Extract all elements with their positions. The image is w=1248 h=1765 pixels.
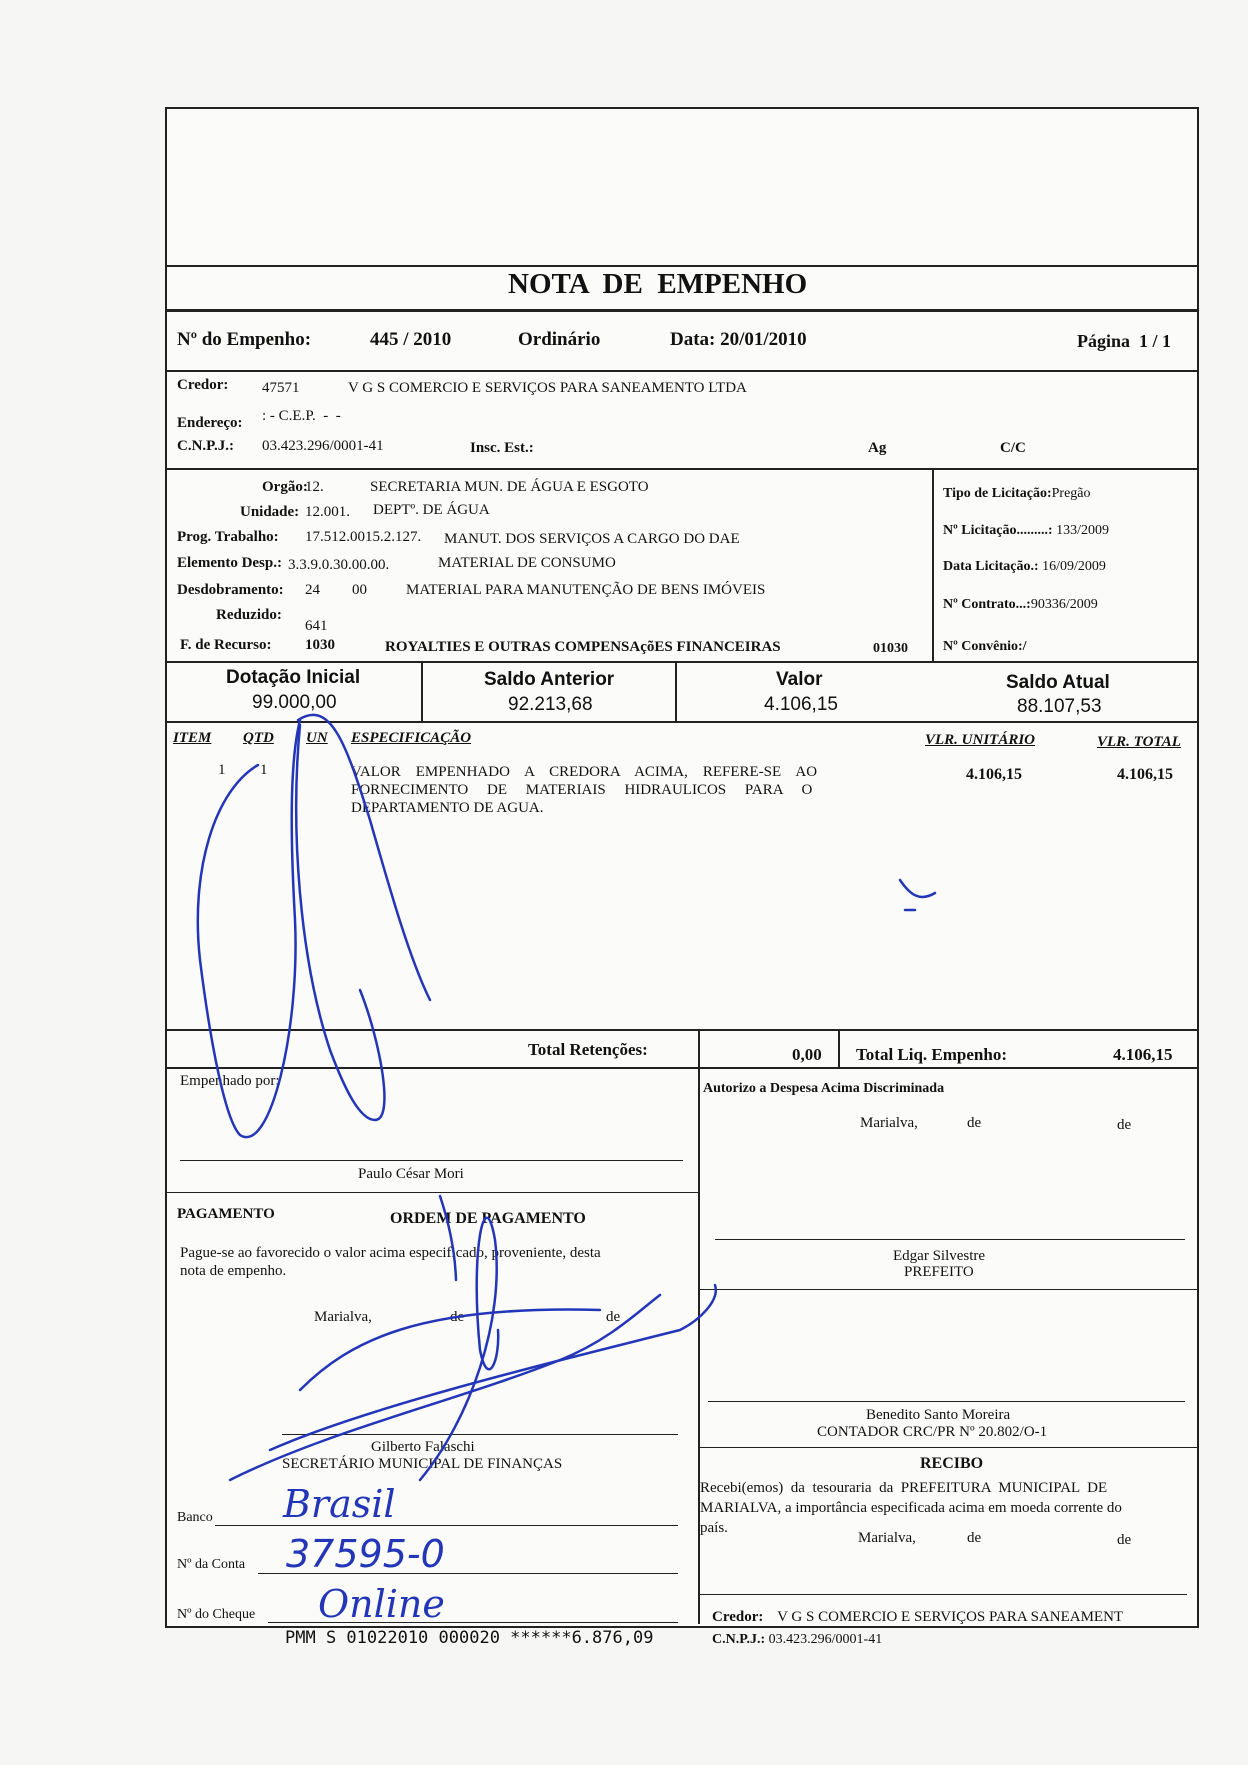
autorizo-de-2: de	[1117, 1117, 1132, 1133]
item-qty: 1	[260, 762, 268, 778]
item-spec-line-3: DEPARTAMENTO DE AGUA.	[351, 800, 544, 816]
data-licitacao-label: Data Licitação.:	[943, 559, 1039, 574]
empenho-number-label: Nº do Empenho:	[177, 329, 312, 350]
empenho-date: Data: 20/01/2010	[670, 329, 807, 350]
dotacao-inicial-value: 99.000,00	[252, 692, 337, 713]
recibo-credor-label: Credor:	[712, 1609, 764, 1625]
col-header-un: UN	[306, 730, 328, 746]
valor-label: Valor	[776, 669, 823, 690]
desdobramento-name: MATERIAL PARA MANUTENÇÃO DE BENS IMÓVEIS	[406, 582, 766, 598]
contador-title: CONTADOR CRC/PR Nº 20.802/O-1	[817, 1424, 1048, 1440]
recibo-cnpj-value: 03.423.296/0001-41	[768, 1632, 883, 1647]
banco-label: Banco	[177, 1510, 213, 1525]
numero-contrato	[943, 597, 1098, 613]
autorizo-heading: Autorizo a Despesa Acima Discriminada	[703, 1081, 945, 1096]
data-licitacao	[943, 559, 1106, 575]
conta-corrente-label: C/C	[1000, 440, 1026, 456]
credor-cnpj-label: C.N.P.J.:	[177, 438, 234, 454]
unidade-label: Unidade:	[240, 504, 300, 520]
recibo-de-2: de	[1117, 1532, 1132, 1548]
total-retencoes-label: Total Retenções:	[528, 1040, 648, 1059]
prog-trabalho-name: MANUT. DOS SERVIÇOS A CARGO DO DAE	[444, 531, 740, 547]
unidade-code: 12.001.	[305, 504, 350, 520]
col-header-item: ITEM	[173, 730, 212, 746]
orgao-name: SECRETARIA MUN. DE ÁGUA E ESGOTO	[370, 479, 649, 495]
recibo-credor	[712, 1609, 1123, 1626]
prefeito-title: PREFEITO	[904, 1264, 974, 1280]
valor-value: 4.106,15	[764, 694, 838, 715]
credor-name: V G S COMERCIO E SERVIÇOS PARA SANEAMENTO LTDA	[348, 380, 747, 396]
prefeito-name: Edgar Silvestre	[893, 1248, 986, 1264]
fonte-recurso-code: 1030	[305, 637, 335, 653]
empenhado-por-name: Paulo César Mori	[358, 1166, 464, 1182]
fonte-recurso-name: ROYALTIES E OUTRAS COMPENSAçõES FINANCEIRAS	[385, 639, 781, 655]
empenho-number: 445 / 2010	[370, 329, 452, 350]
tipo-licitacao	[943, 486, 1091, 502]
fonte-recurso-code-2: 01030	[873, 641, 908, 656]
credor-code: 47571	[262, 380, 300, 396]
contador-signature-line	[708, 1401, 1185, 1402]
pague-se-line-2: nota de empenho.	[180, 1263, 287, 1279]
credor-cnpj: 03.423.296/0001-41	[262, 438, 384, 454]
item-spec-line-2: FORNECIMENTO DE MATERIAIS HIDRAULICOS PARA O	[351, 782, 813, 798]
reduzido-label: Reduzido:	[216, 607, 282, 623]
desdobramento-code-1: 24	[305, 582, 320, 598]
secretario-signature-line	[282, 1434, 678, 1435]
fonte-recurso-label: F. de Recurso:	[180, 637, 272, 653]
numero-licitacao	[943, 523, 1109, 539]
empenhado-por-label: Empenhado por:	[180, 1073, 280, 1089]
numero-contrato-value: 90336/2009	[1030, 597, 1098, 612]
col-header-especificacao: ESPECIFICAÇÃO	[351, 730, 472, 746]
handwritten-cheque: Online	[318, 1582, 445, 1626]
unidade-name: DEPTº. DE ÁGUA	[373, 502, 490, 518]
recibo-heading: RECIBO	[920, 1455, 984, 1472]
recibo-line-2: MARIALVA, a importância especificada acima em moeda corrente do	[700, 1500, 1122, 1516]
tipo-licitacao-label: Tipo de Licitação:	[943, 486, 1052, 501]
footer-stamp: PMM S 01022010 000020 ******6.876,09	[285, 1628, 654, 1648]
elemento-despesa-code: 3.3.9.0.30.00.00.	[288, 557, 390, 573]
saldo-atual-value: 88.107,53	[1017, 696, 1102, 717]
cheque-label: Nº do Cheque	[177, 1607, 256, 1622]
col-header-vlr-total: VLR. TOTAL	[1097, 734, 1181, 750]
page-number: Página 1 / 1	[1077, 331, 1172, 351]
item-spec-line-1: VALOR EMPENHADO A CREDORA ACIMA, REFERE-SE AO	[351, 764, 818, 780]
total-liquido-value: 4.106,15	[1113, 1045, 1173, 1064]
saldo-anterior-value: 92.213,68	[508, 694, 593, 715]
numero-contrato-label: Nº Contrato...:	[943, 597, 1031, 612]
pague-se-line-1: Pague-se ao favorecido o valor acima especificado, proveniente, desta	[180, 1245, 601, 1261]
recibo-credor-name: V G S COMERCIO E SERVIÇOS PARA SANEAMENT	[777, 1609, 1124, 1625]
secretario-name: Gilberto Falaschi	[371, 1439, 475, 1455]
autorizo-de-1: de	[967, 1115, 982, 1131]
saldo-anterior-label: Saldo Anterior	[484, 669, 615, 690]
dotacao-inicial-label: Dotação Inicial	[226, 667, 361, 688]
agencia-label: Ag	[868, 440, 887, 456]
numero-licitacao-label: Nº Licitação.........:	[943, 523, 1053, 538]
prog-trabalho-code: 17.512.0015.2.127.	[305, 529, 422, 545]
col-header-vlr-unitario: VLR. UNITÁRIO	[925, 732, 1036, 748]
insc-est-label: Insc. Est.:	[470, 440, 534, 456]
pagamento-de-2: de	[606, 1309, 621, 1325]
numero-convenio: Nº Convênio:/	[943, 639, 1027, 654]
item-total-price: 4.106,15	[1117, 766, 1173, 783]
endereco-value: : - C.E.P. - -	[262, 408, 341, 424]
recibo-cnpj-label: C.N.P.J.:	[712, 1632, 766, 1647]
total-liquido-label: Total Liq. Empenho:	[856, 1045, 1007, 1064]
recibo-signature-line	[700, 1594, 1187, 1595]
recibo-line-1: Recebi(emos) da tesouraria da PREFEITURA MUNICIPAL DE	[700, 1480, 1108, 1496]
credor-label: Credor:	[177, 377, 229, 393]
handwritten-conta: 37595-0	[286, 1532, 445, 1576]
numero-licitacao-value: 133/2009	[1052, 523, 1109, 538]
data-licitacao-value: 16/09/2009	[1038, 559, 1106, 574]
saldo-atual-label: Saldo Atual	[1006, 672, 1110, 693]
conta-label: Nº da Conta	[177, 1557, 246, 1572]
handwritten-banco: Brasil	[283, 1482, 396, 1526]
orgao-code: 12.	[305, 479, 324, 495]
recibo-de-1: de	[967, 1530, 982, 1546]
tipo-licitacao-value: Pregão	[1051, 486, 1091, 501]
secretario-title: SECRETÁRIO MUNICIPAL DE FINANÇAS	[282, 1456, 563, 1472]
document-title: NOTA DE EMPENHO	[508, 268, 808, 300]
endereco-label: Endereço:	[177, 415, 243, 431]
empenho-type: Ordinário	[518, 329, 601, 350]
total-retencoes-value: 0,00	[792, 1045, 822, 1064]
prog-trabalho-label: Prog. Trabalho:	[177, 529, 279, 545]
pagamento-heading: PAGAMENTO	[177, 1206, 275, 1222]
elemento-despesa-label: Elemento Desp.:	[177, 555, 282, 571]
pagamento-de-1: de	[450, 1309, 465, 1325]
ordem-pagamento-heading: ORDEM DE PAGAMENTO	[390, 1210, 586, 1227]
item-number: 1	[218, 762, 226, 778]
desdobramento-code-2: 00	[352, 582, 367, 598]
empenhado-signature-line	[180, 1160, 683, 1161]
pagamento-marialva: Marialva,	[314, 1309, 372, 1325]
desdobramento-label: Desdobramento:	[177, 582, 284, 598]
autorizo-marialva: Marialva,	[860, 1115, 918, 1131]
elemento-despesa-name: MATERIAL DE CONSUMO	[438, 555, 616, 571]
recibo-cnpj	[712, 1632, 882, 1648]
item-unit-price: 4.106,15	[966, 766, 1022, 783]
recibo-marialva: Marialva,	[858, 1530, 916, 1546]
contador-name: Benedito Santo Moreira	[866, 1407, 1011, 1423]
orgao-label: Orgão:	[262, 479, 308, 495]
col-header-qtd: QTD	[243, 730, 274, 746]
reduzido-value: 641	[305, 618, 328, 634]
prefeito-signature-line	[715, 1239, 1185, 1240]
recibo-line-3: país.	[700, 1520, 728, 1536]
